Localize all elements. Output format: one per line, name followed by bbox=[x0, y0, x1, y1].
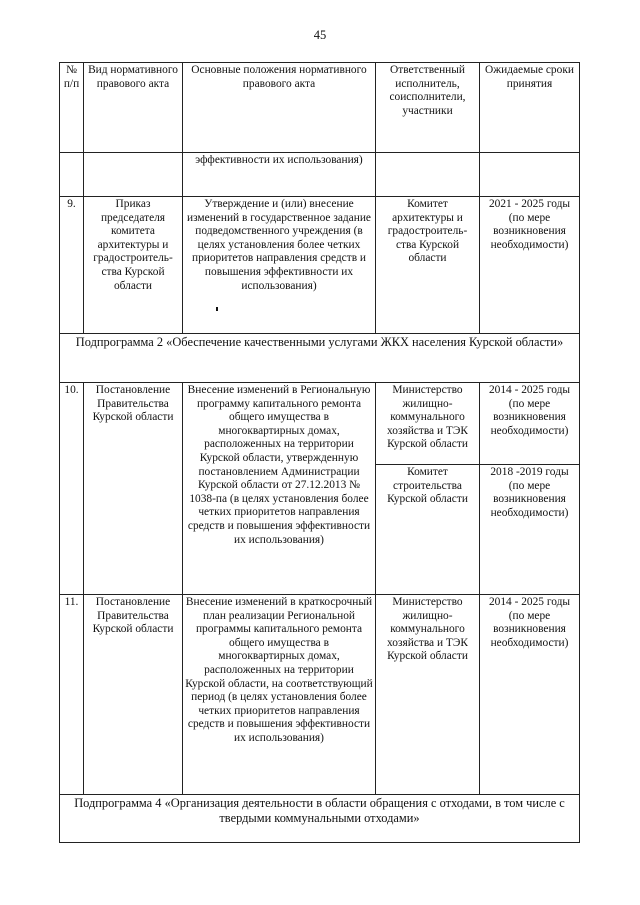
cell-content-continuation: эффективности их использования) bbox=[183, 153, 376, 197]
cell-empty bbox=[480, 153, 580, 197]
subprogram-2-row bbox=[60, 334, 580, 383]
cell-content: Внесение изменений в краткосрочный план реализации Региональной программы капитального ремонта общего имущества в многоквартирных домах, расположенных на территории Курской области, на соответствующий период (в целях установления более четких приоритетов направления средств и повышения эффективности их использования) bbox=[183, 595, 376, 795]
subprogram-4-row bbox=[60, 795, 580, 843]
table-row-9 bbox=[60, 197, 580, 334]
cell-timing: 2014 - 2025 годы (по мере возникновения необходимости) bbox=[480, 595, 580, 795]
header-act-type: Вид нормативного правового акта bbox=[84, 63, 183, 153]
cell-timing: 2018 -2019 годы (по мере возникновения необходимости) bbox=[480, 465, 580, 595]
table-row-11 bbox=[60, 595, 580, 795]
header-timing: Ожидаемые сроки принятия bbox=[480, 63, 580, 153]
table-header-row bbox=[60, 63, 580, 153]
cell-empty bbox=[376, 153, 480, 197]
scan-mark bbox=[216, 307, 218, 311]
cell-responsible: Министерство жилищно-коммунального хозяйства и ТЭК Курской области bbox=[376, 595, 480, 795]
cell-empty bbox=[84, 153, 183, 197]
header-responsible: Ответственный исполнитель, соисполнители, участники bbox=[376, 63, 480, 153]
subprogram-2-title: Подпрограмма 2 «Обеспечение качественными услугами ЖКХ населения Курской области» bbox=[60, 334, 580, 383]
row-number: 10. bbox=[60, 383, 84, 595]
row-number: 11. bbox=[60, 595, 84, 795]
table-row-10 bbox=[60, 383, 580, 465]
cell-act-type: Постановление Правительства Курской области bbox=[84, 595, 183, 795]
cell-act-type: Приказ председателя комитета архитектуры и градостроитель-ства Курской области bbox=[84, 197, 183, 334]
page-number: 45 bbox=[313, 28, 327, 42]
cell-content: Утверждение и (или) внесение изменений в государственное задание подведомственного учреждения (в целях установления более четких приоритетов направления средств и повышения эффективности их использования) bbox=[183, 197, 376, 334]
cell-responsible: Комитет строительства Курской области bbox=[376, 465, 480, 595]
cell-responsible: Комитет архитектуры и градостроитель-ства Курской области bbox=[376, 197, 480, 334]
legal-acts-table bbox=[59, 62, 580, 843]
cell-timing: 2021 - 2025 годы (по мере возникновения необходимости) bbox=[480, 197, 580, 334]
cell-act-type: Постановление Правительства Курской области bbox=[84, 383, 183, 595]
row-number: 9. bbox=[60, 197, 84, 334]
cell-content: Внесение изменений в Региональную программу капитального ремонта общего имущества в многоквартирных домах, расположенных на территории Курской области, утвержденную постановлением Администрации Курской области от 27.12.2013 № 1038-па (в целях установления более четких приоритетов направления средств и повышения эффективности их использования) bbox=[183, 383, 376, 595]
subprogram-4-title: Подпрограмма 4 «Организация деятельности в области обращения с отходами, в том числе с твердыми коммунальными отходами» bbox=[60, 795, 580, 843]
header-number: № п/п bbox=[60, 63, 84, 153]
table-row-continuation bbox=[60, 153, 580, 197]
cell-timing: 2014 - 2025 годы (по мере возникновения необходимости) bbox=[480, 383, 580, 465]
cell-responsible: Министерство жилищно-коммунального хозяйства и ТЭК Курской области bbox=[376, 383, 480, 465]
header-main-provisions: Основные положения нормативного правового акта bbox=[183, 63, 376, 153]
cell-empty bbox=[60, 153, 84, 197]
